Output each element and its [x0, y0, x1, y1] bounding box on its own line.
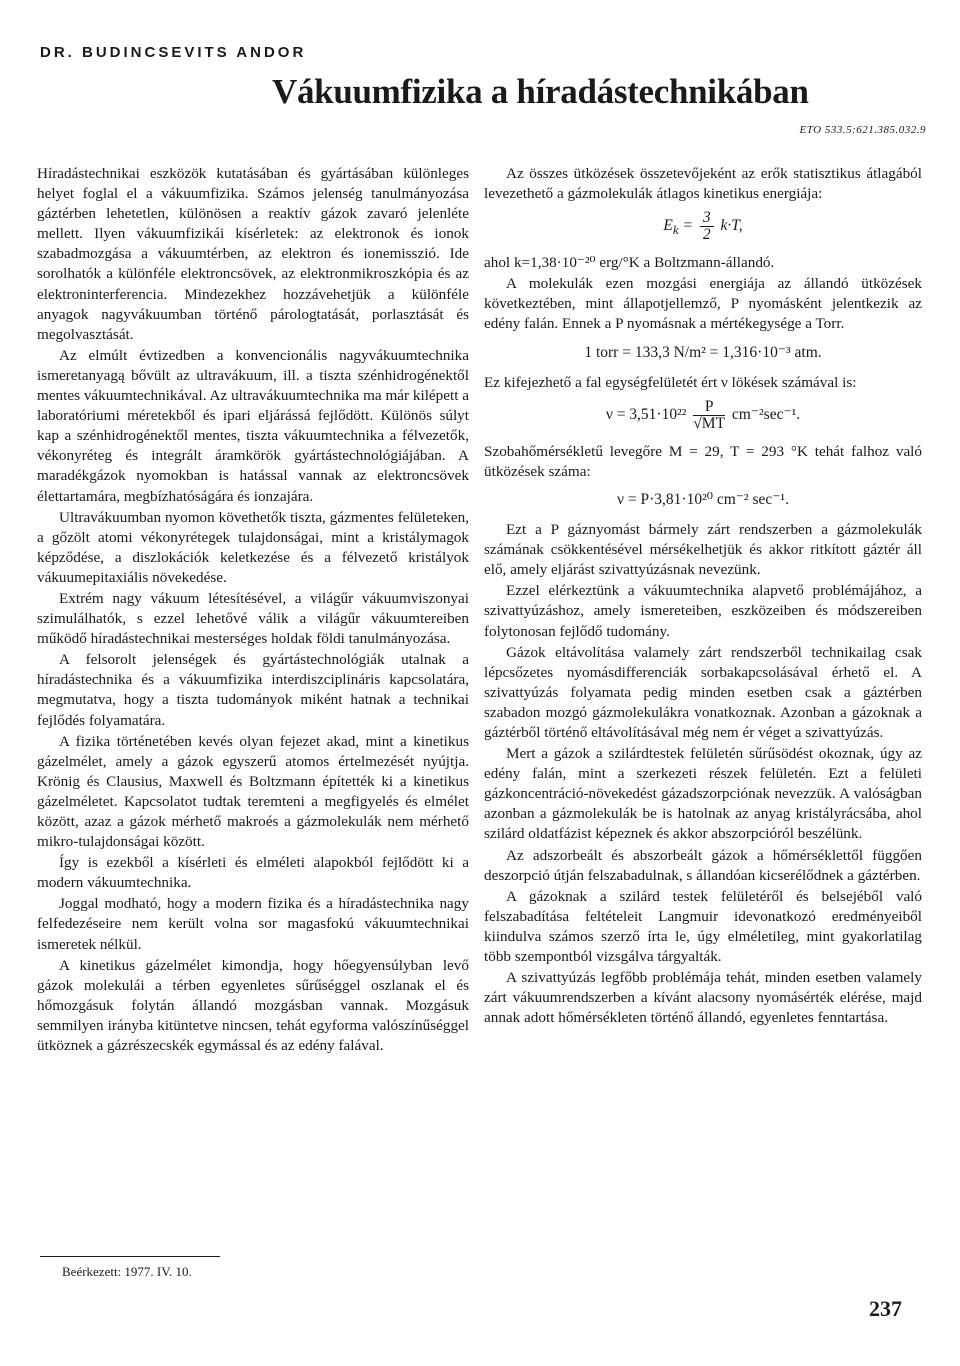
paragraph: Ez kifejezhető a fal egységfelületét ért ν lökések számával is:	[484, 373, 857, 391]
paragraph: Joggal modható, hogy a modern fizika és a híradástechnika nagy felfedezéseire nem került volna sor magasfokú vákuumtechnikai ismeretek nélkül.	[37, 895, 469, 953]
paragraph: Híradástechnikai eszközök kutatásában és gyártásában különleges helyet foglal el a vákuumfizika. Számos jelenség tanulmányozása gáztérben lehetetlen, különösen a reaktív gázok zavaró jelenléte mellett. Ilyen vákuumfizikái kísérletek: az elektronok és ionok szabadmozgása a vákuumtérben, az elektron és ionemisszió. Ide sorolhatók a különféle elektroncsövek, az elektronmikroszkópia és az elektroninterferencia. Mindezekhez hozzávehetjük a különféle anyagok nagyvákuumban történő párologtatását, porlasztását és megolvasztását.	[37, 165, 469, 343]
paragraph: ahol k=1,38·10⁻²⁰ erg/°K a Boltzmann-állandó.	[484, 254, 775, 272]
equation-torr: 1 torr = 133,3 N/m² = 1,316·10⁻³ atm.	[584, 343, 822, 361]
paragraph: Mert a gázok a szilárdtestek felületén sűrűsödést okoznak, úgy az edény falán, mint a szerkezeti részek felületén. Ezt a felületi gázkoncentráció-növekedést gázadszorpciónak nevezzük. A valóságban azonban a gázmolekulák be is hatolnak az anyag kristályrácsába, ahol szilárd oldatfázist képeznek és akkor abszorpcióról beszélünk.	[484, 745, 922, 843]
left-column	[37, 164, 469, 1057]
right-column	[484, 164, 922, 1029]
paragraph: A felsorolt jelenségek és gyártástechnológiák utalnak a híradástechnika és a vákuumfizika interdiszciplináris kapcsolatára, megmutatva, hogy a tiszta tudományok miként hatnak a technikai fejlődés folyamatára.	[37, 651, 469, 729]
paragraph: Így is ezekből a kísérleti és elméleti alapokból fejlődött ki a modern vákuumtechnika.	[37, 854, 469, 892]
paragraph: Ezt a P gáznyomást bármely zárt rendszerben a gázmolekulák számának csökkentésével mérsékelhetjük és akkor ritkított gáztér áll elő, amely eljárást szivattyúzásnak nevezünk.	[484, 521, 922, 579]
paragraph: Szobahőmérsékletű levegőre M = 29, T = 293 °K tehát falhoz való ütközések száma:	[484, 442, 922, 480]
eto-code: ETO 533.5:621.385.032.9	[799, 124, 926, 136]
paragraph: Gázok eltávolítása valamely zárt rendszerből technikailag csak lépcsőzetes nyomásdifferenciák sorbakapcsolásával érhető el. A szivattyúzás folyamata pedig minden esetben csak a gáztérben szabadon mozgó gázmolekulákra vonatkoznak. Azonban a gázoknak a gáztérből történő eltávolításával még nem ér véget a szivattyúzás.	[484, 643, 922, 741]
paragraph: Az összes ütközések összetevőjeként az erők statisztikus átlagából levezethető a gázmolekulák átlagos kinetikus energiája:	[484, 165, 922, 203]
page-number: 237	[869, 1296, 902, 1321]
paragraph: A molekulák ezen mozgási energiája az állandó ütközések következtében, mint állapotjellemző, P nyomásként jelentkezik az edény falán. Ennek a P nyomásnak a mértékegysége a Torr.	[484, 275, 922, 333]
author-name: DR. BUDINCSEVITS ANDOR	[40, 44, 307, 61]
paragraph: A fizika történetében kevés olyan fejezet akad, mint a kinetikus gázelmélet, amely a gázok egyszerű atomos értelmezését nyújtja. Krönig és Clausius, Maxwell és Boltzmann építették ki a kinetikus gázelméletet. Kapcsolatot tudtak teremteni a megfigyelés és elmélet között, azaz a gázok mérhető makroés a gázmolekulák nem mérhető mikro-tulajdonságai között.	[37, 732, 469, 851]
paragraph: Az adszorbeált és abszorbeált gázok a hőmérséklettől függően deszorpció útján felszabadulnak, s állandóan kicserélődnek a gáztérben.	[484, 846, 922, 884]
footnote-rule	[40, 1256, 220, 1257]
equation-impacts: ν = 3,51·10²² $\frac{P}{√MT}$ cm⁻²sec⁻¹.	[605, 397, 801, 432]
article-title: Vákuumfizika a híradástechnikában	[272, 72, 809, 111]
paragraph: A szivattyúzás legfőbb problémája tehát, minden esetben valamely zárt vákuumrendszerben a kívánt alacsony nyomásérték elérése, majd annak adott hőmérsékleten történő állandó, egyenletes fenntartása.	[484, 969, 922, 1027]
paragraph: Extrém nagy vákuum létesítésével, a világűr vákuumviszonyai szimulálhatók, s ezzel lehetővé válik a világűr vákuumtereiben működő híradástechnikai mesterséges holdak földi tanulmányozása.	[37, 589, 469, 648]
received-date: Beérkezett: 1977. IV. 10.	[62, 1264, 192, 1279]
equation-kinetic-energy: $E_k$ = $\frac{3}{2}$ k·T,	[663, 209, 743, 244]
paragraph: A kinetikus gázelmélet kimondja, hogy hőegyensúlyban levő gázok molekulái a térben egyenletes sűrűséggel oszlanak el és hőmozgásuk folytán állandó mozgásban vannak. Mozgásuk semmilyen irányba kitüntetve nincsen, tehát egyforma valószínűséggel ütköznek a gázrészecskék egymással és az edény falával.	[37, 956, 469, 1055]
paragraph: Az elmúlt évtizedben a konvencionális nagyvákuumtechnika ismeretanyagą bővült az ultravákuum, ill. a tiszta szénhidrogénektől mentes vákuumtechnikával. Az ultravákuumtechnika ma már kilépett a laboratóriumi méretekből és ipari eljárássá fejlődött. Különös súlyt kap a szénhidrogénektől mentes, tiszta vákuumtechnika a félvezetők, vékonyréteg és integrált áramkörök gyártástechnológiájában. A maradékgázok nyomokban is hatással vannak az elektroncsövek élettartamára, megbízhatóságára és ionzajára.	[37, 346, 469, 505]
equation-air-impacts: ν = P·3,81·10²⁰ cm⁻² sec⁻¹.	[617, 490, 789, 508]
paragraph: Ezzel elérkeztünk a vákuumtechnika alapvető problémájához, a szivattyúzáshoz, amely ismereteiben, eszközeiben és módszereiben folytonosan fejlődő tudomány.	[484, 582, 922, 640]
paragraph: Ultravákuumban nyomon követhetők tiszta, gázmentes felületeken, a gőzölt atomi vékonyrétegek tulajdonságai, mint a kristálymagok képződése, a diszlokációk keletkezése és a félvezető kristályok vákuumepitaxiális növekedése.	[37, 508, 469, 586]
paragraph: A gázoknak a szilárd testek felületéről és belsejéből való felszabadítása feltételeit Langmuir idevonatkozó eredményeiből kiindulva számos szerző írta le, úgy elméletileg, mint gyakorlatilag több szempontból vizsgálva tárgyalták.	[484, 887, 922, 965]
